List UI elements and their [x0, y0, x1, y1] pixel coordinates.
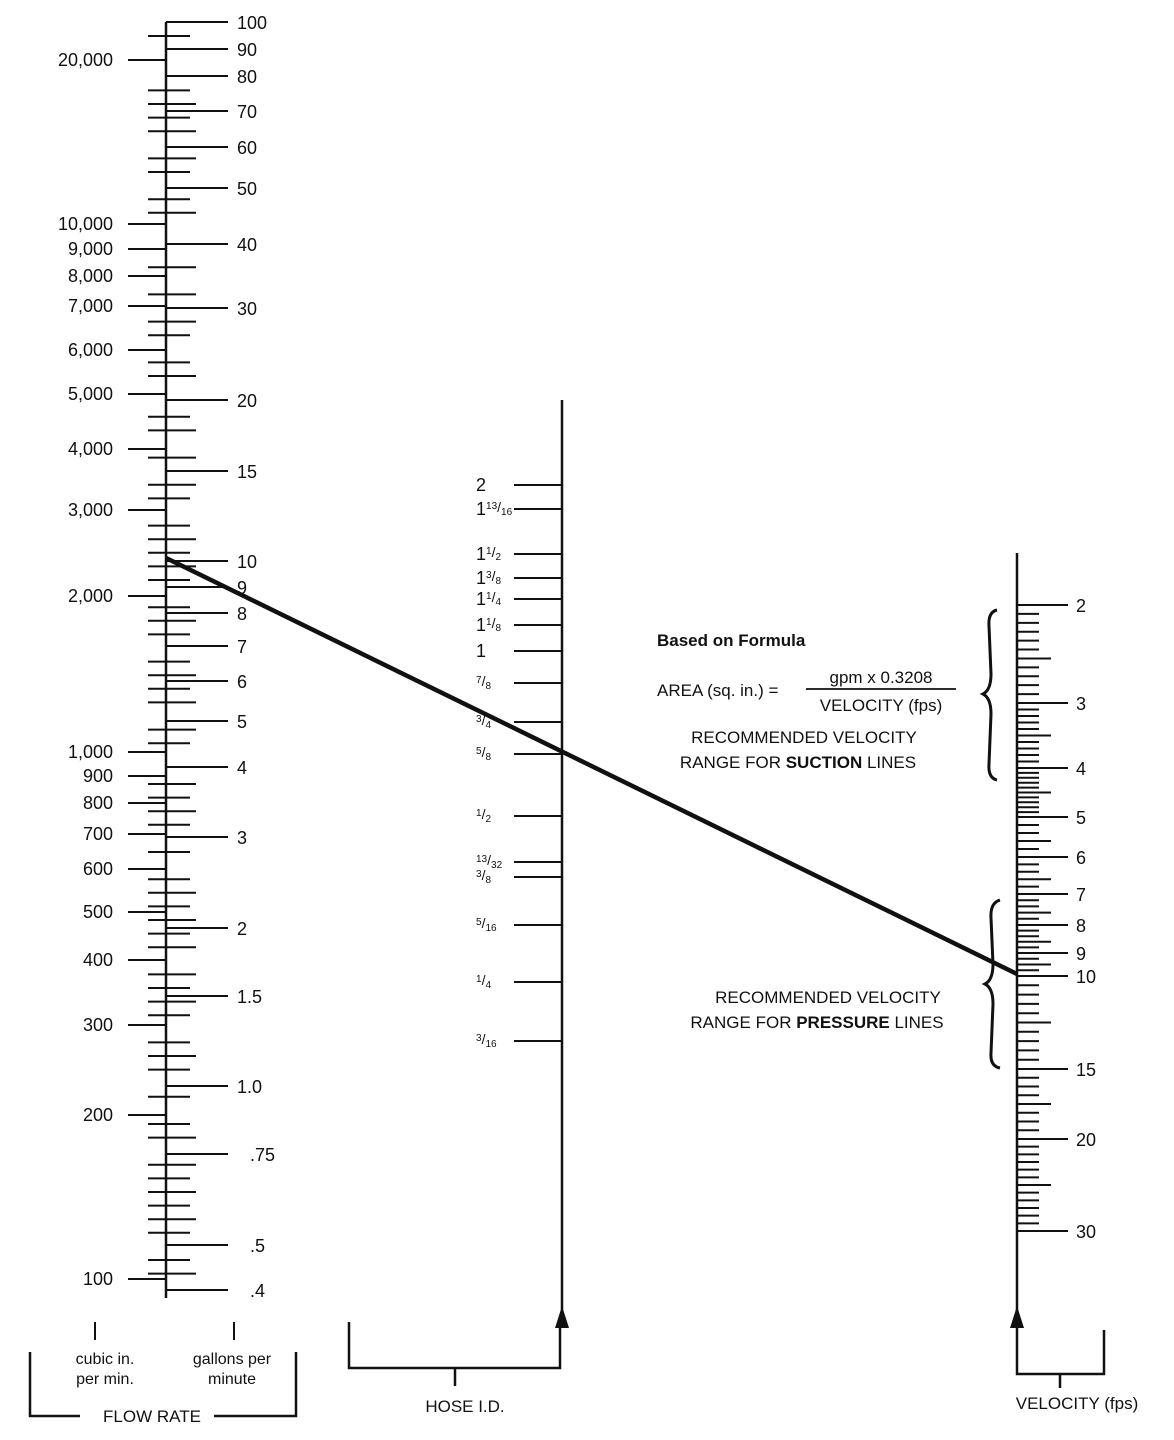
velocity-tick-label: 9	[1076, 944, 1087, 964]
hose-id-tick-label: $1^1/2$	[476, 544, 502, 564]
velocity-tick-label: 2	[1076, 596, 1087, 616]
velocity-tick-label: 7	[1076, 885, 1087, 905]
gpm-tick-label: 2	[237, 919, 248, 939]
hose-id-tick-label: $1^1/4$	[476, 589, 502, 609]
gpm-tick-label: 90	[237, 40, 258, 60]
velocity-tick-label: 10	[1076, 967, 1097, 987]
hose-axis-arrow-icon	[555, 1306, 569, 1328]
hose-id-tick-label: 1	[476, 641, 487, 661]
gpm-tick-label: 10	[237, 552, 258, 572]
hose-id-tick-label: 2	[476, 475, 487, 495]
hose-id-scale	[476, 475, 562, 1050]
formula-numerator: gpm x 0.3208	[829, 668, 933, 687]
velocity-tick-label: 4	[1076, 759, 1087, 779]
hose-id-tick-label: $^3$/16	[476, 1031, 497, 1050]
hose-id-tick-label: $^1$/2	[476, 806, 492, 825]
flow-rate-minor-ticks	[148, 36, 196, 1274]
hose-id-label: HOSE I.D.	[425, 1397, 505, 1416]
gpm-tick-label: 5	[237, 712, 248, 732]
gpm-tick-label: 70	[237, 102, 258, 122]
pressure-note-line2: RANGE FOR PRESSURE LINES	[690, 1013, 944, 1032]
suction-range-brace	[983, 610, 997, 780]
hose-id-tick-label: $^5$/8	[476, 744, 492, 763]
formula-denominator: VELOCITY (fps)	[819, 696, 943, 715]
cubic-tick-label: 9,000	[67, 239, 113, 259]
cubic-tick-label: 500	[82, 902, 113, 922]
gpm-tick-label: 60	[237, 138, 258, 158]
gpm-tick-label: 50	[237, 179, 258, 199]
gpm-tick-label: .4	[250, 1281, 266, 1301]
velocity-label: VELOCITY (fps)	[1015, 1394, 1139, 1413]
cubic-tick-label: 200	[82, 1105, 113, 1125]
gpm-scale	[166, 13, 275, 1301]
velocity-minor-ticks	[1017, 614, 1051, 1223]
gpm-tick-label: 15	[237, 462, 258, 482]
gpm-tick-label: 30	[237, 299, 258, 319]
suction-note-line1: RECOMMENDED VELOCITY	[691, 728, 917, 747]
gpm-tick-label: 1.0	[237, 1077, 263, 1097]
gpm-tick-label: 40	[237, 235, 258, 255]
flow-rate-label: FLOW RATE	[103, 1407, 201, 1426]
cubic-tick-label: 2,000	[67, 586, 113, 606]
gpm-tick-label: 9	[237, 578, 248, 598]
hose-id-tick-label: $1^1/8$	[476, 615, 502, 635]
gpm-tick-label: 3	[237, 828, 248, 848]
hose-id-tick-label: $1^{13}/16$	[476, 499, 513, 519]
velocity-tick-label: 6	[1076, 848, 1087, 868]
cubic-tick-label: 8,000	[67, 266, 113, 286]
gpm-tick-label: 80	[237, 67, 258, 87]
cubic-tick-label: 600	[82, 859, 113, 879]
gpm-tick-label: .75	[250, 1145, 276, 1165]
cubic-tick-label: 300	[82, 1015, 113, 1035]
velocity-tick-label: 3	[1076, 694, 1087, 714]
cubic-caption-line1: cubic in.	[75, 1351, 135, 1368]
cubic-tick-label: 700	[82, 824, 113, 844]
formula-lhs: AREA (sq. in.) =	[657, 681, 779, 700]
formula-heading: Based on Formula	[657, 631, 806, 650]
cubic-tick-label: 20,000	[57, 50, 113, 70]
cubic-tick-label: 1,000	[67, 742, 113, 762]
suction-note-line2: RANGE FOR SUCTION LINES	[679, 753, 917, 772]
gpm-tick-label: 20	[237, 391, 258, 411]
gpm-tick-label: 100	[237, 13, 268, 33]
cubic-tick-label: 10,000	[57, 214, 113, 234]
gpm-tick-label: 1.5	[237, 987, 263, 1007]
velocity-tick-label: 5	[1076, 808, 1087, 828]
cubic-tick-label: 3,000	[67, 500, 113, 520]
hose-id-tick-label: $1^3/8$	[476, 568, 502, 588]
velocity-axis-arrow-icon	[1010, 1306, 1024, 1328]
cubic-caption-line2: per min.	[76, 1371, 134, 1388]
gpm-tick-label: 4	[237, 758, 248, 778]
hose-id-tick-label: $^3$/8	[476, 867, 492, 886]
gpm-caption-line2: minute	[207, 1371, 257, 1388]
hose-id-tick-label: $^3$/4	[476, 712, 492, 731]
gpm-tick-label: .5	[250, 1236, 266, 1256]
cubic-inch-scale	[58, 50, 166, 1289]
cubic-tick-label: 900	[82, 766, 113, 786]
gpm-caption-line1: gallons per	[192, 1351, 272, 1368]
cubic-tick-label: 4,000	[67, 439, 113, 459]
velocity-tick-label: 30	[1076, 1222, 1097, 1242]
velocity-tick-label: 8	[1076, 916, 1087, 936]
cubic-tick-label: 400	[82, 950, 113, 970]
velocity-tick-label: 20	[1076, 1130, 1097, 1150]
pressure-range-brace	[985, 900, 1000, 1068]
gpm-tick-label: 6	[237, 672, 248, 692]
hose-id-tick-label: $^1$/4	[476, 972, 492, 991]
hose-id-tick-label: $^{13}$/32	[476, 852, 503, 871]
cubic-tick-label: 800	[82, 793, 113, 813]
cubic-tick-label: 5,000	[67, 384, 113, 404]
cubic-tick-label: 7,000	[67, 296, 113, 316]
cubic-tick-label: 6,000	[67, 340, 113, 360]
gpm-tick-label: 7	[237, 637, 248, 657]
hose-id-tick-label: $^7$/8	[476, 673, 492, 692]
hose-id-bracket	[349, 1322, 560, 1386]
velocity-tick-label: 15	[1076, 1060, 1097, 1080]
velocity-bracket	[1017, 1328, 1104, 1388]
hose-id-tick-label: $^5$/16	[476, 915, 497, 934]
pressure-note-line1: RECOMMENDED VELOCITY	[715, 988, 941, 1007]
gpm-tick-label: 8	[237, 604, 248, 624]
cubic-tick-label: 100	[82, 1269, 113, 1289]
